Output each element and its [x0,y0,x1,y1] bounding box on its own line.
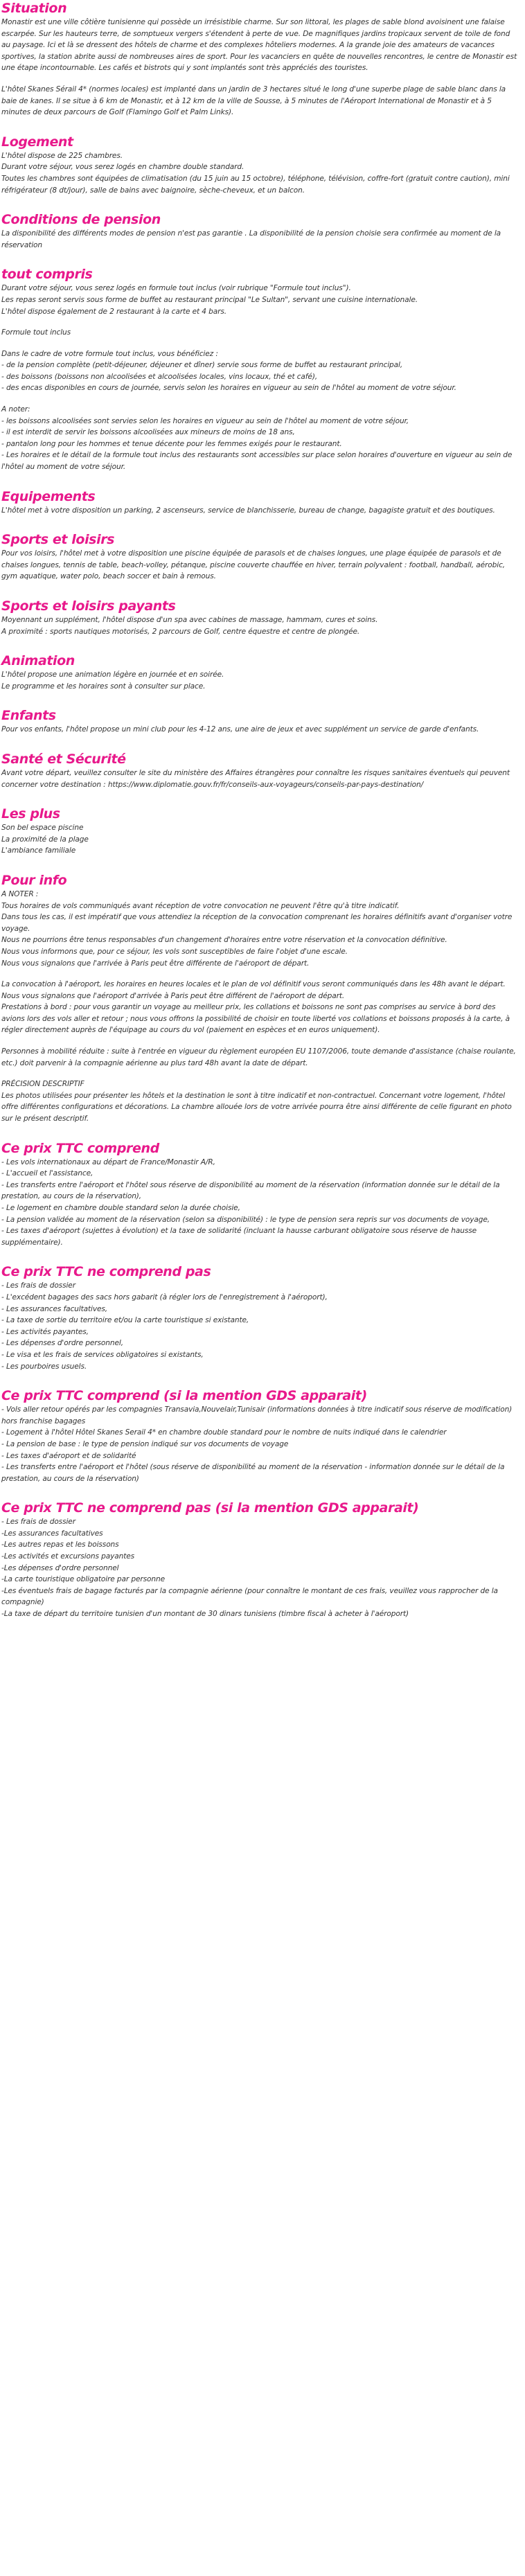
text-line: Nous ne pourrions être tenus responsables d'un changement d'horaires entre votre réservation et la convocation définitive. [1,936,447,945]
paragraph [1,283,521,317]
text-line: A NOTER : [1,889,39,898]
text-line: -Les dépenses d'ordre personnel [1,1563,119,1572]
text-line: Pour vos loisirs, l'hôtel met à votre disposition une piscine équipée de parasols et de chaises longues, une plage équipée de parasols et de chaises longues, tennis de table, beach-volley, pétanque, piscine couverte chauffée en hiver, terrain polyvalent : football, handball, aérobic, gym aquatique, water polo, beach soccer et bain à remous. [1,549,506,581]
text-line: Durant votre séjour, vous serez logés en chambre double standard. [1,163,244,172]
text-line: - Les taxes d'aéroport (sujettes à évolution) et la taxe de solidarité (incluant la hausse carburant obligatoire sous réserve de hausse supplémentaire). [1,1227,477,1247]
section-spacer [1,637,521,652]
text-line: Toutes les chambres sont équipées de climatisation (du 15 juin au 15 octobre), téléphone, télévision, coffre-fort (gratuit contre caution), mini réfrigérateur (8 dt/jour), salle de bains avec baignoire, sèche-cheveux, et un balcon. [1,174,510,195]
section-spacer [1,692,521,707]
text-line: - Logement à l'hôtel Hôtel Skanes Serail 4* en chambre double standard pour le nombre de nuits indiqué dans le calendrier [1,1428,447,1437]
text-line: Nous vous informons que, pour ce séjour, les vols sont susceptibles de faire l'objet d'une escale. [1,947,348,956]
text-line: Avant votre départ, veuillez consulter le site du ministère des Affaires étrangères pour connaître les risques sanitaires éventuels qui peuvent concerner votre destination : https://www.diplomatie.gouv.fr/fr/conseils-aux-voyageurs/conseils-par-pays-destination/ [1,768,510,789]
text-line: - Les dépenses d'ordre personnel, [1,1339,123,1348]
paragraph [1,1404,521,1484]
paragraph-spacer [1,74,521,84]
paragraph [1,150,521,196]
text-line: -Les activités et excursions payantes [1,1552,135,1561]
section-tout-compris [1,251,521,472]
paragraph-spacer [1,317,521,327]
text-line: La convocation à l'aéroport, les horaires en heures locales et le plan de vol définitif vous seront communiqués dans les 48h avant le départ. [1,980,506,989]
text-line: Tous horaires de vols communiqués avant réception de votre convocation ne peuvent l'être qu'à titre indicatif. [1,901,400,910]
text-line: L'hôtel dispose de 225 chambres. [1,151,123,160]
text-line: -Les éventuels frais de bagage facturés par la compagnie aérienne (pour connaître le montant de ces frais, veuillez vous rapprocher de la compagnie) [1,1586,498,1607]
text-line: - Les frais de dossier [1,1281,75,1290]
text-line: Les repas seront servis sous forme de buffet au restaurant principal "Le Sultan", servant une cuisine internationale. [1,295,418,304]
section-sante-et-securite [1,736,521,790]
text-line: Formule tout inclus [1,328,71,337]
text-line: - de la pension complète (petit-déjeuner, déjeuner et dîner) servie sous forme de buffet au restaurant principal, [1,361,403,370]
paragraph [1,17,521,74]
section-ce-prix-ttc-ne-comprend-pas-si-la-mention-gds-apparait [1,1484,521,1619]
section-title: Ce prix TTC comprend [1,1140,159,1156]
section-ce-prix-ttc-comprend [1,1125,521,1249]
text-line: - La pension de base : le type de pension indiqué sur vos documents de voyage [1,1439,289,1448]
section-title: Situation [1,1,67,16]
section-title: Sports et loisirs [1,532,115,548]
text-line: A proximité : sports nautiques motorisés, 2 parcours de Golf, centre équestre et centre de plongée. [1,627,360,636]
section-title: Les plus [1,806,60,822]
text-line: La proximité de la plage [1,835,89,844]
text-line: Dans le cadre de votre formule tout inclus, vous bénéficiez : [1,349,218,358]
section-conditions-de-pension [1,196,521,251]
paragraph [1,84,521,118]
text-line: Monastir est une ville côtière tunisienne qui possède un irrésistible charme. Sur son littoral, les plages de sable blond avoisinent une falaise escarpée. Sur les hauteurs terre, de somptueux vergers s'étendent à perte de vue. De magnifiques jardins tropicaux servent de toile de fond au paysage. Ici et là se dressent des hôtels de charme et des complexes hôteliers modernes. A la grande joie des amateurs de vacances sportives, la station abrite aussi de nombreuses aires de sport. Pour les vacanciers en quête de nouvelles rencontres, le centre de Monastir est une étape incontournable. Les cafés et bistrots qui y sont implantés sont très appréciés des touristes. [1,18,517,73]
text-line: Nous vous signalons que l'aéroport d'arrivée à Paris peut être différent de l'aéroport de départ. [1,991,345,1000]
section-spacer [1,1125,521,1140]
section-title: Ce prix TTC ne comprend pas [1,1264,211,1280]
section-les-plus [1,790,521,857]
text-line: - Les taxes d'aéroport et de solidarité [1,1451,136,1460]
section-title: Equipements [1,488,96,504]
text-line: - La pension validée au moment de la réservation (selon sa disponibilité) : le type de pension sera repris sur vos documents de voyage, [1,1215,490,1224]
paragraph [1,889,521,969]
section-equipements [1,473,521,517]
section-title: Animation [1,653,75,669]
text-line: -Les assurances facultatives [1,1529,103,1538]
paragraph [1,228,521,251]
paragraph [1,1516,521,1619]
section-spacer [1,583,521,598]
section-ce-prix-ttc-ne-comprend-pas [1,1248,521,1372]
paragraph [1,327,521,339]
paragraph [1,1280,521,1372]
text-line: Le programme et les horaires sont à consulter sur place. [1,682,206,691]
text-line: - pantalon long pour les hommes et tenue décente pour les femmes exigés pour le restaurant. [1,439,342,448]
text-line: - L'accueil et l'assistance, [1,1169,94,1178]
paragraph [1,669,521,692]
text-line: Pour vos enfants, l'hôtel propose un mini club pour les 4-12 ans, une aire de jeux et avec supplément un service de garde d'enfants. [1,725,479,734]
section-spacer [1,1248,521,1263]
paragraph [1,979,521,1036]
section-spacer [1,1484,521,1500]
paragraph [1,1157,521,1249]
text-line: Durant votre séjour, vous serez logés en formule tout inclus (voir rubrique "Formule tout inclus"). [1,284,351,293]
paragraph-spacer [1,969,521,979]
section-sports-et-loisirs-payants [1,583,521,637]
section-title: Ce prix TTC comprend (si la mention GDS apparait) [1,1388,367,1404]
text-line: La disponibilité des différents modes de pension n'est pas garantie . La disponibilité de la pension choisie sera confirmée au moment de la réservation [1,229,501,249]
text-line: L'hôtel met à votre disposition un parking, 2 ascenseurs, service de blanchisserie, bureau de change, bagagiste gratuit et des boutiques. [1,506,495,515]
section-title: Logement [1,134,73,150]
section-ce-prix-ttc-comprend-si-la-mention-gds-apparait [1,1372,521,1484]
text-line: - L'excédent bagages des sacs hors gabarit (à régler lors de l'enregistrement à l'aéroport), [1,1293,328,1302]
section-situation [1,0,521,118]
text-line: Son bel espace piscine [1,824,84,833]
paragraph [1,822,521,857]
section-spacer [1,196,521,211]
text-line: - Les horaires et le détail de la formule tout inclus des restaurants sont accessibles sur place selon horaires d'ouverture en vigueur au sein de l'hôtel au moment de votre séjour. [1,451,513,472]
text-line: L'hôtel propose une animation légère en journée et en soirée. [1,670,224,679]
section-animation [1,637,521,692]
section-enfants [1,692,521,736]
text-line: - Vols aller retour opérés par les compagnies Transavia,Nouvelair,Tunisair (informations données à titre indicatif sous réserve de modification) hors franchise bagages [1,1405,513,1425]
paragraph-spacer [1,1069,521,1078]
paragraph-spacer [1,339,521,348]
text-line: A noter: [1,405,30,414]
section-title: Enfants [1,708,56,724]
text-line: - La taxe de sortie du territoire et/ou la carte touristique si existante, [1,1316,249,1325]
text-line: - Les assurances facultatives, [1,1304,108,1313]
section-sports-et-loisirs [1,516,521,583]
section-title: tout compris [1,267,93,283]
text-line: Dans tous les cas, il est impératif que vous attendiez la réception de la convocation comprenant les horaires définitifs avant d'organiser votre voyage. [1,913,513,933]
paragraph [1,548,521,583]
text-line: Les photos utilisées pour présenter les hôtels et la destination le sont à titre indicatif et non-contractuel. Concernant votre logement, l'hôtel offre différentes configurations et décorations. La chambre allouée lors de votre arrivée pourra être ainsi différente de celle figurant en photo sur le présent descriptif. [1,1091,512,1123]
section-title: Ce prix TTC ne comprend pas (si la mention GDS apparait) [1,1500,419,1516]
section-spacer [1,736,521,751]
text-line: Moyennant un supplément, l'hôtel dispose d'un spa avec cabines de massage, hammam, cures et soins. [1,616,378,624]
text-line: - les boissons alcoolisées sont servies selon les horaires en vigueur au sein de l'hôtel au moment de votre séjour, [1,416,409,425]
text-line: L'ambiance familiale [1,846,76,855]
section-title: Conditions de pension [1,212,161,228]
paragraph [1,767,521,790]
section-spacer [1,118,521,134]
text-line: - Le logement en chambre double standard selon la durée choisie, [1,1204,240,1212]
paragraph [1,404,521,473]
paragraph [1,348,521,394]
text-line: - Les activités payantes, [1,1327,89,1336]
text-line: - des encas disponibles en cours de journée, servis selon les horaires en vigueur au sein de l'hôtel au moment de votre séjour. [1,384,456,393]
text-line: PRÉCISION DESCRIPTIF [1,1080,84,1089]
text-line: -La carte touristique obligatoire par personne [1,1575,165,1584]
section-title: Santé et Sécurité [1,751,126,767]
text-line: - Les transferts entre l'aéroport et l'hôtel sous réserve de disponibilité au moment de la réservation (information donnée sur le détail de la prestation, au cours de la réservation), [1,1180,500,1201]
paragraph [1,505,521,517]
section-spacer [1,473,521,488]
paragraph-spacer [1,394,521,404]
paragraph [1,1078,521,1124]
section-spacer [1,516,521,531]
text-line: - Les vols internationaux au départ de France/Monastir A/R, [1,1157,215,1166]
text-line: - Les frais de dossier [1,1518,75,1527]
text-line: - il est interdit de servir les boissons alcoolisées aux mineurs de moins de 18 ans, [1,428,295,437]
text-line: - Le visa et les frais de services obligatoires si existants, [1,1350,204,1359]
section-pour-info [1,857,521,1125]
text-line: - des boissons (boissons non alcoolisées et alcoolisées locales, vins locaux, thé et café), [1,372,318,381]
paragraph [1,1046,521,1069]
text-line: L'hôtel dispose également de 2 restaurant à la carte et 4 bars. [1,307,227,316]
text-line: - Les pourboires usuels. [1,1362,87,1371]
section-spacer [1,251,521,266]
section-title: Sports et loisirs payants [1,598,176,614]
text-line: L'hôtel Skanes Sérail 4* (normes locales) est implanté dans un jardin de 3 hectares situé le long d'une superbe plage de sable blanc dans la baie de kanes. Il se situe à 6 km de Monastir, et à 12 km de la ville de Sousse, à 5 minutes de l'Aéroport International de Monastir et à 5 minutes de deux parcours de Golf (Flamingo Golf et Palm Links). [1,85,506,117]
section-spacer [1,857,521,872]
text-line: -Les autres repas et les boissons [1,1540,119,1549]
text-line: - Les transferts entre l'aéroport et l'hôtel (sous réserve de disponibilité au moment de la réservation - information donnée sur le détail de la prestation, au cours de la réservation) [1,1463,505,1483]
section-spacer [1,790,521,806]
section-logement [1,118,521,196]
paragraph [1,614,521,637]
section-spacer [1,1372,521,1387]
text-line: Personnes à mobilité réduite : suite à l'entrée en vigueur du règlement européen EU 1107/2006, toute demande d'assistance (chaise roulante, etc.) doit parvenir à la compagnie aérienne au plus tard 48h avant la date de départ. [1,1047,516,1067]
text-line: -La taxe de départ du territoire tunisien d'un montant de 30 dinars tunisiens (timbre fiscal à acheter à l'aéroport) [1,1610,409,1619]
section-title: Pour info [1,872,67,888]
text-line: Nous vous signalons que l'arrivée à Paris peut être différente de l'aéroport de départ. [1,959,310,968]
paragraph-spacer [1,1036,521,1046]
text-line: Prestations à bord : pour vous garantir un voyage au meilleur prix, les collations et boissons ne sont pas comprises au service à bord des avions lors des vols aller et retour ; nous vous offrons la possibilité de choisir en toute liberté vos collations et boissons proposés à la carte, à régler directement auprès de l'équipage au cours du vol (paiement en espèces et en euros uniquement). [1,1003,510,1035]
paragraph [1,724,521,736]
